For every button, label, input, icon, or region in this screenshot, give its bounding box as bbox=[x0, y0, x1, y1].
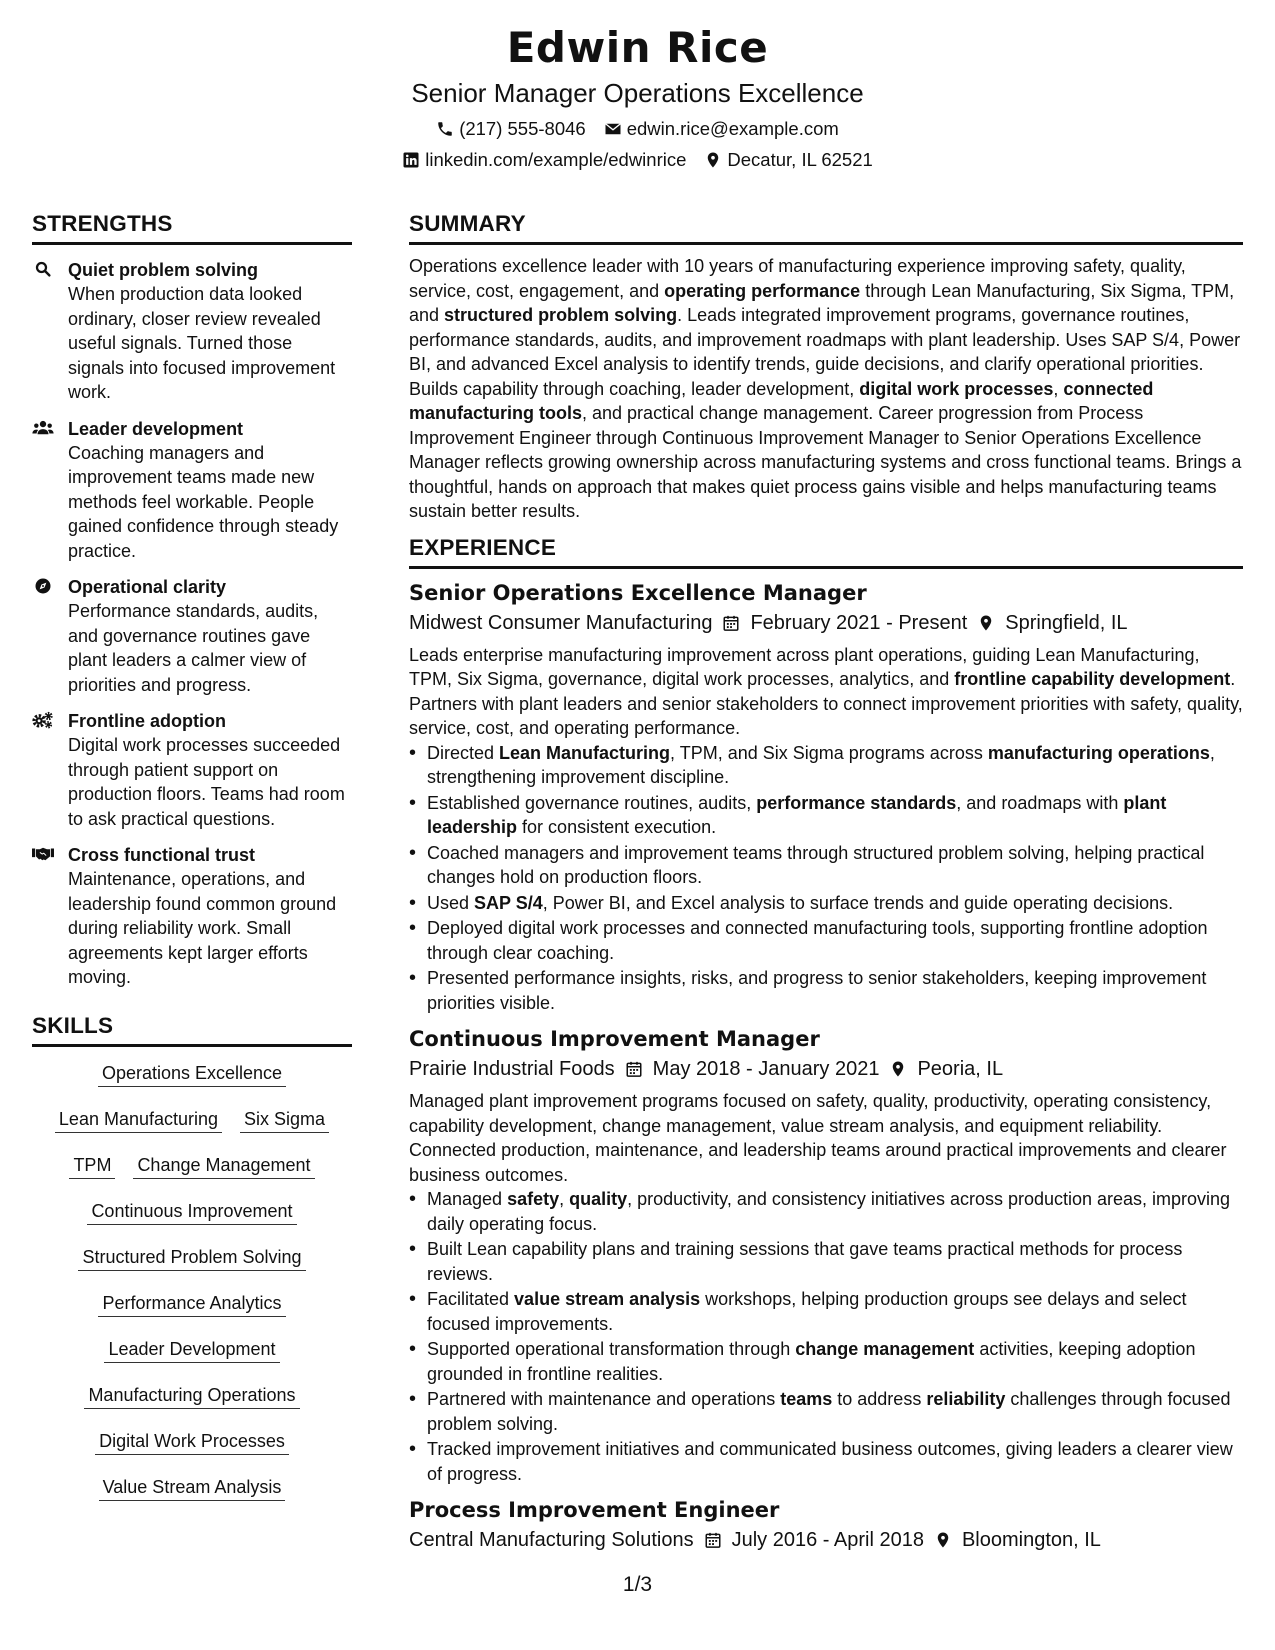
job-meta bbox=[409, 1526, 1243, 1554]
job-location-text: Bloomington, IL bbox=[961, 1529, 1101, 1551]
skill-tag: Leader Development bbox=[104, 1337, 279, 1363]
compass-icon bbox=[32, 577, 54, 595]
bullet-item bbox=[409, 916, 1243, 965]
job-dates-text: May 2018 - January 2021 bbox=[652, 1058, 880, 1080]
job-dates-text: July 2016 - April 2018 bbox=[731, 1529, 924, 1551]
text-run: , and practical change management. Career progression from Process Improvement Engineer through Continuous Improvement Manager to Senior Operations Excellence Manager reflects growing ownership across manufacturing systems and cross functional teams. Brings a thoughtful, hands on approach that makes quiet process gains visible and helps manufacturing teams sustain better results. bbox=[409, 403, 1242, 521]
jobs-list bbox=[409, 579, 1243, 1555]
job-meta bbox=[409, 1055, 1243, 1083]
candidate-name: Edwin Rice bbox=[506, 23, 769, 72]
strength-title: Leader development bbox=[68, 418, 244, 439]
text-run: through Lean Manufacturing, Six Sigma, TPM, and bbox=[409, 280, 1235, 325]
text-run: for consistent execution. bbox=[517, 817, 717, 837]
job-location bbox=[934, 1526, 1101, 1554]
strength-title: Frontline adoption bbox=[68, 711, 226, 731]
job-location bbox=[977, 609, 1127, 637]
bold-phrase: value stream analysis bbox=[514, 1289, 701, 1309]
bold-phrase: teams bbox=[780, 1389, 833, 1409]
text-run: , bbox=[559, 1189, 570, 1209]
skill-tag: Change Management bbox=[133, 1153, 314, 1179]
text-run: Facilitated bbox=[427, 1289, 515, 1309]
job-entry bbox=[409, 1025, 1243, 1486]
bold-phrase: safety bbox=[507, 1189, 560, 1209]
contact-row-1 bbox=[0, 117, 1275, 141]
text-run: Managed plant improvement programs focused on safety, quality, productivity, operating consistency, capability development, change management, value stream analysis, and equipment reliability. Connected production, maintenance, and leadership teams around practical improvements and clearer business outcomes. bbox=[409, 1091, 1227, 1185]
text-run: Operations excellence leader with 10 years of manufacturing experience improving safety, quality, service, cost, engagement, and bbox=[409, 256, 1186, 301]
phone-text: (217) 555-8046 bbox=[459, 118, 586, 139]
strength-title: Operational clarity bbox=[68, 577, 227, 597]
job-dates-text: February 2021 - Present bbox=[750, 611, 968, 634]
skill-row bbox=[34, 1383, 350, 1409]
text-run: workshops, helping production groups see delays and select focused improvements. bbox=[427, 1289, 1187, 1334]
bold-phrase: SAP S/4 bbox=[474, 892, 543, 913]
location-text: Decatur, IL 62521 bbox=[727, 149, 873, 170]
page-number: 1/3 bbox=[622, 1573, 653, 1596]
strength-title: Quiet problem solving bbox=[68, 260, 259, 280]
skills-list bbox=[32, 1061, 352, 1501]
skill-tag: Performance Analytics bbox=[98, 1291, 285, 1317]
skill-tag: TPM bbox=[69, 1153, 115, 1179]
email-text: edwin.rice@example.com bbox=[626, 118, 839, 139]
strength-desc: Digital work processes succeeded through patient support on production floors. Teams had room to ask practical questions. bbox=[68, 735, 345, 829]
skill-tag: Structured Problem Solving bbox=[78, 1245, 305, 1271]
text-run: Managed bbox=[427, 1189, 508, 1209]
bullet-item bbox=[409, 1387, 1243, 1436]
skill-row bbox=[34, 1475, 350, 1501]
gears-icon bbox=[32, 711, 54, 729]
text-run: activities, keeping adoption grounded in frontline realities. bbox=[427, 1339, 1196, 1384]
job-title: Senior Operations Excellence Manager bbox=[409, 580, 867, 605]
strength-desc: Coaching managers and improvement teams made new methods feel workable. People gained confidence through steady practice. bbox=[68, 442, 339, 561]
job-title: Continuous Improvement Manager bbox=[409, 1027, 820, 1051]
envelope-icon bbox=[604, 120, 622, 138]
strength-item bbox=[32, 575, 352, 697]
text-run: Leads enterprise manufacturing improvement across plant operations, guiding Lean Manufacturing, TPM, Six Sigma, governance, digital work processes, analytics, and bbox=[409, 644, 1200, 689]
skill-tag: Value Stream Analysis bbox=[99, 1475, 286, 1501]
summary-text bbox=[409, 254, 1243, 524]
linkedin-icon bbox=[402, 151, 420, 169]
text-run: Tracked improvement initiatives and communicated business outcomes, giving leaders a clearer view of progress. bbox=[427, 1439, 1233, 1484]
bullet-item bbox=[409, 1237, 1243, 1286]
contact-linkedin[interactable] bbox=[402, 148, 686, 172]
bold-phrase: frontline capability development bbox=[954, 669, 1231, 689]
bold-phrase: change management bbox=[795, 1339, 975, 1359]
bold-phrase: plant leadership bbox=[427, 792, 1167, 837]
strength-desc: Performance standards, audits, and governance routines gave plant leaders a calmer view of priorities and progress. bbox=[68, 601, 319, 695]
bullet-item bbox=[409, 1287, 1243, 1336]
text-run: Partnered with maintenance and operations bbox=[427, 1389, 781, 1409]
contact-phone[interactable] bbox=[436, 117, 586, 141]
skills-heading: SKILLS bbox=[32, 1012, 352, 1047]
text-run: Used bbox=[427, 892, 475, 913]
bold-phrase: manufacturing operations bbox=[987, 742, 1210, 763]
experience-section bbox=[409, 534, 1243, 1555]
text-run: Presented performance insights, risks, and progress to senior stakeholders, keeping improvement priorities visible. bbox=[427, 968, 1207, 1013]
text-run: . Leads integrated improvement programs, governance routines, performance standards, audits, and improvement roadmaps with plant leadership. Uses SAP S/4, Power BI, and advanced Excel analysis to identify trends, guide decisions, and clarify operational priorities. Builds capability through coaching, leader development, bbox=[409, 305, 1241, 399]
summary-heading: SUMMARY bbox=[409, 210, 1243, 245]
job-location-text: Peoria, IL bbox=[917, 1058, 1004, 1080]
search-icon bbox=[32, 260, 54, 278]
skill-tag: Digital Work Processes bbox=[95, 1429, 289, 1455]
skill-row bbox=[34, 1337, 350, 1363]
bold-phrase: reliability bbox=[926, 1389, 1006, 1409]
text-run: , Power BI, and Excel analysis to surface trends and guide operating decisions. bbox=[542, 892, 1174, 913]
job-meta bbox=[409, 609, 1243, 637]
company-name: Central Manufacturing Solutions bbox=[409, 1529, 694, 1551]
bold-phrase: connected manufacturing tools bbox=[409, 378, 1154, 423]
strength-title: Cross functional trust bbox=[68, 845, 256, 865]
text-run: , bbox=[1053, 378, 1064, 399]
skill-tag: Continuous Improvement bbox=[87, 1199, 296, 1225]
users-icon bbox=[32, 419, 54, 437]
left-column bbox=[32, 210, 352, 1501]
strength-desc: When production data looked ordinary, closer review revealed useful signals. Turned those signals into focused improvement work. bbox=[68, 284, 336, 402]
company-name: Midwest Consumer Manufacturing bbox=[409, 611, 713, 634]
job-location-text: Springfield, IL bbox=[1005, 611, 1128, 634]
job-title: Process Improvement Engineer bbox=[409, 1498, 780, 1522]
skill-row bbox=[34, 1429, 350, 1455]
text-run: , and roadmaps with bbox=[956, 792, 1124, 813]
strength-item bbox=[32, 843, 352, 990]
job-entry bbox=[409, 579, 1243, 1016]
right-column bbox=[409, 210, 1243, 1554]
strengths-list bbox=[32, 258, 352, 990]
contact-email[interactable] bbox=[604, 117, 839, 141]
text-run: Coached managers and improvement teams through structured problem solving, helping practical changes hold on production floors. bbox=[427, 842, 1205, 887]
bullet-item bbox=[409, 1437, 1243, 1486]
resume-header bbox=[0, 22, 1275, 172]
bullet-item bbox=[409, 841, 1243, 890]
contact-row-2 bbox=[0, 148, 1275, 172]
calendar-icon bbox=[722, 614, 740, 632]
skill-row bbox=[34, 1291, 350, 1317]
job-description bbox=[409, 1089, 1243, 1187]
bullet-item bbox=[409, 791, 1243, 840]
skill-tag: Manufacturing Operations bbox=[84, 1383, 299, 1409]
bullet-item bbox=[409, 966, 1243, 1015]
map-pin-icon bbox=[704, 151, 722, 169]
bold-phrase: quality bbox=[569, 1189, 628, 1209]
bold-phrase: digital work processes bbox=[859, 378, 1054, 399]
text-run: , productivity, and consistency initiatives across production areas, improving daily operating focus. bbox=[427, 1189, 1231, 1234]
job-bullets bbox=[409, 1187, 1243, 1486]
strengths-heading: STRENGTHS bbox=[32, 210, 352, 245]
text-run: challenges through focused problem solving. bbox=[427, 1389, 1231, 1434]
bullet-item bbox=[409, 1337, 1243, 1386]
strength-item bbox=[32, 709, 352, 831]
text-run: to address bbox=[832, 1389, 927, 1409]
strength-item bbox=[32, 258, 352, 405]
text-run: , strengthening improvement discipline. bbox=[427, 742, 1215, 787]
bold-phrase: performance standards bbox=[756, 792, 957, 813]
skill-row bbox=[34, 1199, 350, 1225]
phone-icon bbox=[436, 120, 454, 138]
text-run: Supported operational transformation through bbox=[427, 1339, 796, 1359]
text-run: Established governance routines, audits, bbox=[427, 792, 757, 813]
bullet-item bbox=[409, 1187, 1243, 1236]
strength-desc: Maintenance, operations, and leadership found common ground during reliability work. Small agreements kept larger efforts moving. bbox=[68, 869, 337, 987]
candidate-headline: Senior Manager Operations Excellence bbox=[411, 78, 864, 108]
strength-item bbox=[32, 417, 352, 564]
contact-location bbox=[704, 148, 872, 172]
job-description bbox=[409, 643, 1243, 741]
skill-row bbox=[34, 1245, 350, 1271]
skill-row bbox=[34, 1061, 350, 1087]
bullet-item bbox=[409, 741, 1243, 790]
job-dates bbox=[625, 1055, 880, 1083]
bold-phrase: operating performance bbox=[664, 280, 861, 301]
text-run: , TPM, and Six Sigma programs across bbox=[670, 742, 988, 763]
map-pin-icon bbox=[977, 614, 995, 632]
map-pin-icon bbox=[889, 1060, 907, 1078]
linkedin-text: linkedin.com/example/edwinrice bbox=[425, 149, 687, 170]
bold-phrase: Lean Manufacturing bbox=[499, 742, 671, 763]
text-run: Deployed digital work processes and connected manufacturing tools, supporting frontline adoption through clear coaching. bbox=[427, 918, 1208, 963]
handshake-icon bbox=[32, 845, 54, 863]
text-run: Built Lean capability plans and training sessions that gave teams practical methods for process reviews. bbox=[427, 1239, 1183, 1284]
job-location bbox=[889, 1055, 1003, 1083]
text-run: Directed bbox=[427, 742, 500, 763]
skill-tag: Six Sigma bbox=[240, 1107, 329, 1133]
skill-tag: Operations Excellence bbox=[98, 1061, 286, 1087]
skill-row bbox=[34, 1153, 350, 1179]
bold-phrase: structured problem solving bbox=[444, 305, 678, 325]
text-run: . Partners with plant leaders and senior stakeholders to connect improvement priorities with safety, quality, service, cost, and operating performance. bbox=[409, 669, 1243, 738]
map-pin-icon bbox=[934, 1531, 952, 1549]
bullet-item bbox=[409, 891, 1243, 916]
job-bullets bbox=[409, 741, 1243, 1016]
skill-tag: Lean Manufacturing bbox=[55, 1107, 222, 1133]
skills-section bbox=[32, 1012, 352, 1501]
experience-heading: EXPERIENCE bbox=[409, 534, 1243, 569]
calendar-icon bbox=[625, 1060, 643, 1078]
company-name: Prairie Industrial Foods bbox=[409, 1058, 615, 1080]
calendar-icon bbox=[704, 1531, 722, 1549]
job-dates bbox=[704, 1526, 924, 1554]
job-dates bbox=[722, 609, 967, 637]
job-entry bbox=[409, 1496, 1243, 1554]
skill-row bbox=[34, 1107, 350, 1133]
